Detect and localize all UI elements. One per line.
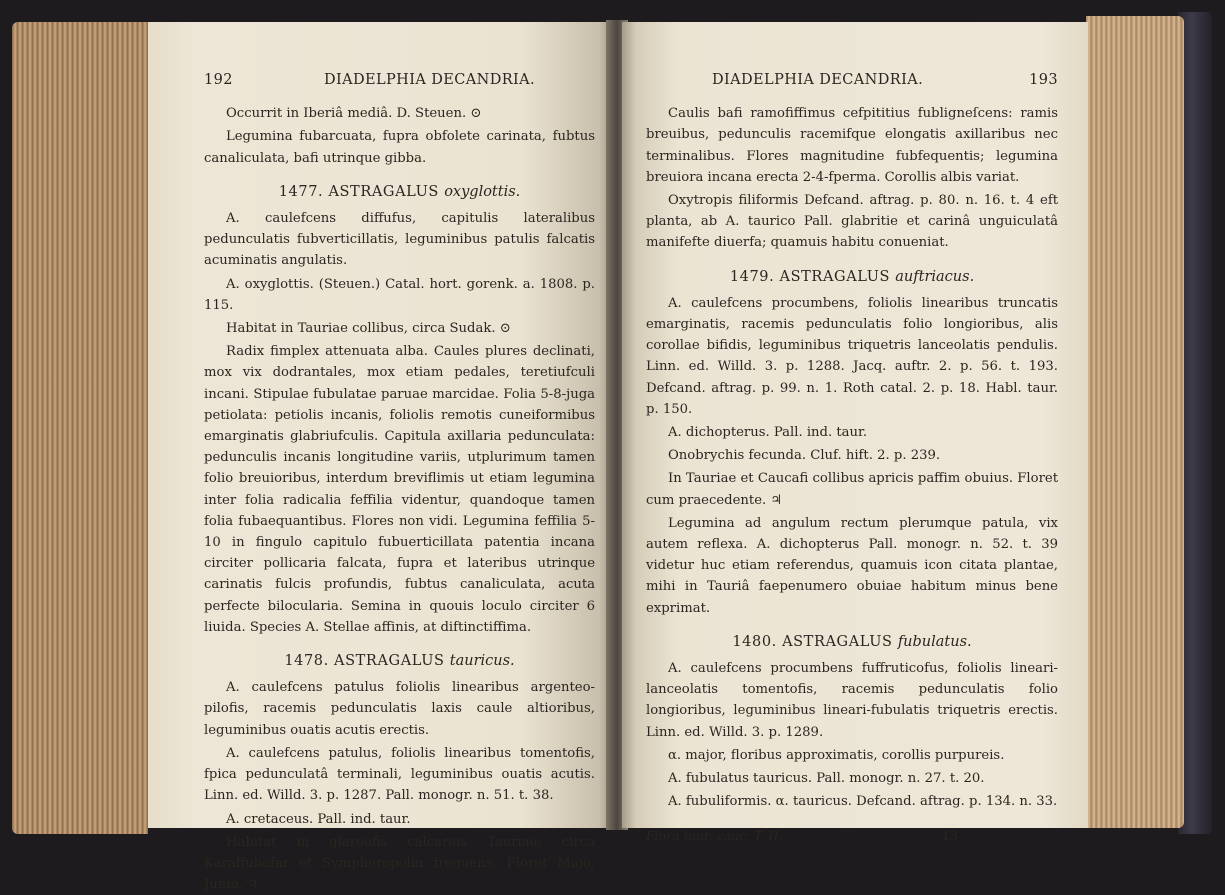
paragraph: A. caulefcens diffufus, capitulis lateralibus pedunculatis fubverticillatis, leguminibus patulis falcatis acuminatis angulatis. <box>204 211 595 269</box>
page-body <box>204 103 595 895</box>
paragraph: Oxytropis filiformis Defcand. aftrag. p. 80. n. 16. t. 4 eft planta, ab A. taurico Pall. glabritie et carinâ unguiculatâ manifefte diuerfa; quamuis habitu conueniat. <box>646 193 1058 251</box>
genus-name: ASTRAGALUS <box>334 653 445 670</box>
genus-name: ASTRAGALUS <box>779 268 891 285</box>
species-epithet: fubulatus. <box>897 633 972 650</box>
species-epithet: oxyglottis. <box>444 183 521 200</box>
paragraph: Legumina fubarcuata, fupra obfolete carinata, fubtus canaliculata, bafi utrinque gibba. <box>204 129 595 166</box>
species-heading <box>646 267 1058 288</box>
species-heading <box>646 632 1058 653</box>
species-epithet: auftriacus. <box>895 268 975 285</box>
paragraph: Legumina ad angulum rectum plerumque patula, vix autem reflexa. A. dichopterus Pall. monogr. n. 52. t. 39 videtur huc etiam referendus, quamuis icon citata plantae, mihi in Tauriâ faepenumero obuiae habitum minus bene exprimat. <box>646 515 1058 616</box>
paragraph: A. fubuliformis. α. tauricus. Defcand. aftrag. p. 134. n. 33. <box>668 794 1058 810</box>
page-body <box>646 103 1058 812</box>
paragraph: Occurrit in Iberiâ mediâ. D. Steuen. ⊙ <box>226 106 482 122</box>
paragraph: A. caulefcens patulus, foliolis linearibus tomentofis, fpica pedunculatâ terminali, leguminibus ouatis acutis. Linn. ed. Willd. 3. p. 1287. Pall. monogr. n. 51. t. 38. <box>204 745 595 804</box>
page-number: 192 <box>204 72 233 88</box>
paragraph: A. dichopterus. Pall. ind. taur. <box>668 425 868 441</box>
genus-name: ASTRAGALUS <box>328 183 439 200</box>
signature-mark: Flora taur. cauc. T. II. <box>646 827 783 843</box>
page-number: 193 <box>1029 72 1058 88</box>
species-heading <box>204 182 595 203</box>
paragraph: Caulis bafi ramofiffimus cefpititius fubligneſcens: ramis breuibus, pedunculis racemifque elongatis axillaribus nec terminalibus. Flores magnitudine fubfequentis; legumina breuiora incana erecta 2-4-fperma. Corollis albis variat. <box>646 106 1058 185</box>
paragraph: Habitat in Tauriae collibus, circa Sudak. ⊙ <box>226 321 511 337</box>
gathering-number: 13 <box>942 827 958 843</box>
paragraph: A. fubulatus tauricus. Pall. monogr. n. 27. t. 20. <box>668 771 985 787</box>
paragraph: α. major, floribus approximatis, corollis purpureis. <box>668 747 1005 763</box>
species-number: 1477. <box>278 183 324 200</box>
species-epithet: tauricus. <box>449 653 515 670</box>
paragraph: A. caulefcens procumbens fuffruticofus, foliolis lineari-lanceolatis tomentofis, racemis pedunculatis folio longioribus, leguminibus lineari-fubulatis triquetris erectis. Linn. ed. Willd. 3. p. 1289. <box>646 661 1058 740</box>
running-title: DIADELPHIA DECANDRIA. <box>323 72 536 88</box>
page-footer <box>646 825 1058 846</box>
right-page <box>622 22 1088 843</box>
paragraph: A. oxyglottis. (Steuen.) Catal. hort. gorenk. a. 1808. p. 115. <box>204 276 595 313</box>
running-title: DIADELPHIA DECANDRIA. <box>712 72 924 88</box>
genus-name: ASTRAGALUS <box>782 633 893 650</box>
left-page <box>148 22 613 893</box>
paragraph: A. caulefcens procumbens, foliolis linearibus truncatis emarginatis, racemis pedunculatis folio longioribus, alis corollae bifidis, leguminibus triquetris lanceolatis pendulis. Linn. ed. Willd. 3. p. 1288. Jacq. auftr. 2. p. 56. t. 193. Defcand. aftrag. p. 99. n. 1. Roth catal. 2. p. 18. Habl. taur. p. 150. <box>646 295 1058 417</box>
paragraph: A. caulefcens patulus foliolis linearibus argenteo-pilofis, racemis pedunculatis laxis caule altioribus, leguminibus ouatis acutis erectis. <box>204 680 595 738</box>
left-page-edges <box>12 22 148 834</box>
species-number: 1478. <box>284 653 329 670</box>
right-page-edges <box>1086 16 1184 828</box>
paragraph: Onobrychis fecunda. Cluf. hift. 2. p. 239. <box>668 448 941 464</box>
species-number: 1479. <box>729 268 775 285</box>
paragraph: Radix fimplex attenuata alba. Caules plures declinati, mox vix dodrantales, mox etiam pedales, teretiufculi incani. Stipulae fubulatae paruae marcidae. Folia 5-8-juga petiolata: petiolis incanis, foliolis remotis cuneiformibus emarginatis glabriufculis. Capitula axillaria pedunculata: pedunculis incanis longitudine variis, utplurimum tamen folio breuioribus, interdum breviflimis ut etiam legumina inter folia radicalia feffilia videntur, quandoque tamen folia fubaequantibus. Flores non vidi. Legumina feffilia 5-10 in fingulo capitulo fubuerticillata patentia incana circiter pollicaria falcata, fupra et lateribus utrinque carinatis fulcis profundis, fubtus canaliculata, acuta perfecte bilocularia. Semina in quouis loculo circiter 6 liuida. Species A. Stellae affinis, at diftinctiffima. <box>204 344 595 635</box>
paragraph: Habitat in glareofis calcareis Tauriae; circa Karaffubafar et Sympheropolin frequens. Floret Majo, Junio. ♃ <box>204 834 595 893</box>
paragraph: In Tauriae et Caucafi collibus apricis paffim obuius. Floret cum praecedente. ♃ <box>646 471 1058 508</box>
species-heading <box>204 651 595 672</box>
paragraph: A. cretaceus. Pall. ind. taur. <box>226 811 411 827</box>
species-number: 1480. <box>732 633 777 650</box>
running-header <box>646 70 1058 91</box>
running-header <box>204 70 595 91</box>
